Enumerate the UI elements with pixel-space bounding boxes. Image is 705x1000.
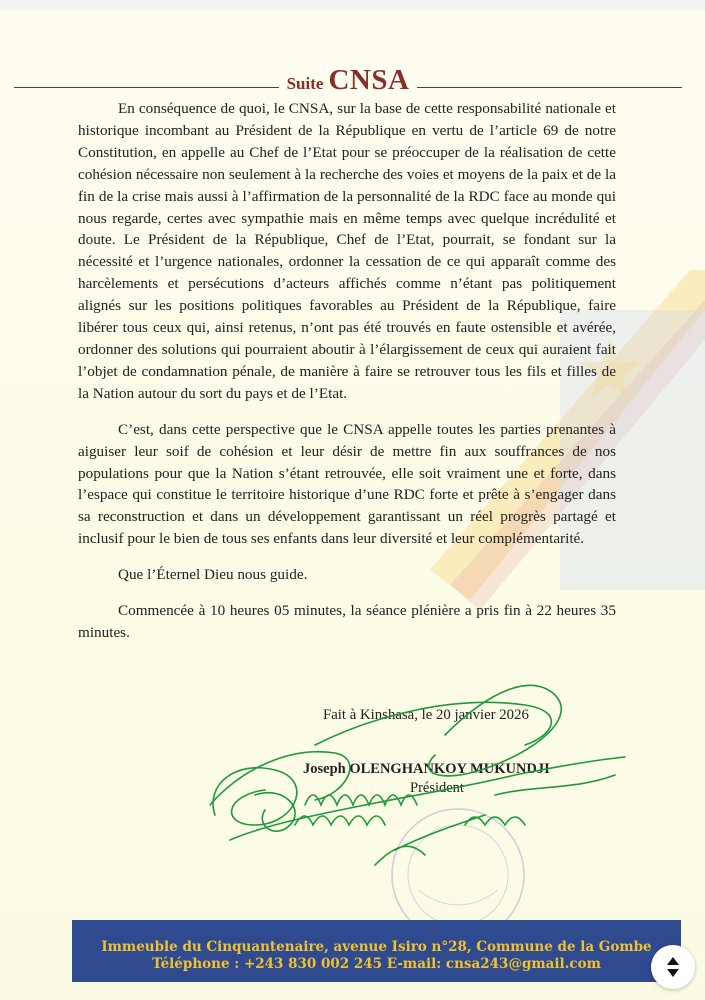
header-rule-left	[14, 87, 279, 88]
header-title	[287, 64, 410, 97]
page-footer	[72, 920, 681, 982]
signer-name: Joseph OLENGHANKOY MUKUNDJI	[303, 761, 550, 777]
header-suite-label: Suite	[286, 74, 324, 93]
scroll-updown-icon	[651, 945, 695, 989]
signer-role: Président	[410, 780, 464, 796]
body-paragraph: Que l’Éternel Dieu nous guide.	[118, 566, 308, 584]
body-paragraph: En conséquence de quoi, le CNSA, sur la base de cette responsabilité nationale et historique incombant au Président de la République en vertu de l’article 69 de notre Constitution, en appelle au Chef de l’Etat pour se préoccuper de la réalisation de cette cohésion nécessaire non seulement à la recherche des voies et moyens de la paix et de la fin de la crise mais aussi à l’affirmation de la personnalité de la RDC face au monde qui nous regarde, certes avec sympathie mais en même temps avec quelque incrédulité et doute. Le Président de la République, Chef de l’Etat, pourrait, se fondant sur la nécessité et l’urgence nationales, ordonner la cessation de ce qui apparaît comme des harcèlements et persécutions d’acteurs affichés comme n’étant pas politiquement alignés sur les positions politiques favorables au Président de la République, faire libérer tous ceux qui, ainsi retenus, n’ont pas été trouvés en faute ostensible et avérée, ordonner des solutions qui pourraient aboutir à l’élargissement de ceux qui auraient fait l’objet de condamnation pénale, de manière à faire se retrouver tous les fils et filles de la Nation autour du sort du pays et de l’Etat.	[78, 100, 616, 402]
header-rule-right	[417, 87, 682, 88]
body-paragraph: Commencée à 10 heures 05 minutes, la séance plénière a pris fin à 22 heures 35 minutes.	[78, 602, 616, 641]
document-body	[78, 98, 616, 644]
header-org-name: CNSA	[328, 64, 410, 96]
viewer-top-strip	[0, 0, 705, 10]
document-page	[0, 10, 705, 1000]
page-header	[14, 57, 682, 97]
footer-address: Immeuble du Cinquantenaire, avenue Isiro n°28, Commune de la Gombe	[101, 939, 652, 955]
body-paragraph: C’est, dans cette perspective que le CNSA appelle toutes les parties prenantes à aiguiser leur soif de cohésion et leur désir de mettre fin aux souffrances de nos populations pour que la Nation s’étant retrouvée, elle soit vraiment une et forte, dans l’espace qui constitue le territoire historique d’une RDC forte et prête à s’engager dans sa reconstruction et dans un développement garantissant un réel progrès partagé et inclusif pour le bien de tous ses enfants dans leur diversité et leur complémentarité.	[78, 420, 616, 548]
footer-contact: Téléphone : +243 830 002 245 E-mail: cnsa243@gmail.com	[152, 956, 601, 972]
place-date: Fait à Kinshasa, le 20 janvier 2026	[323, 707, 529, 723]
scroll-button[interactable]	[651, 945, 695, 989]
